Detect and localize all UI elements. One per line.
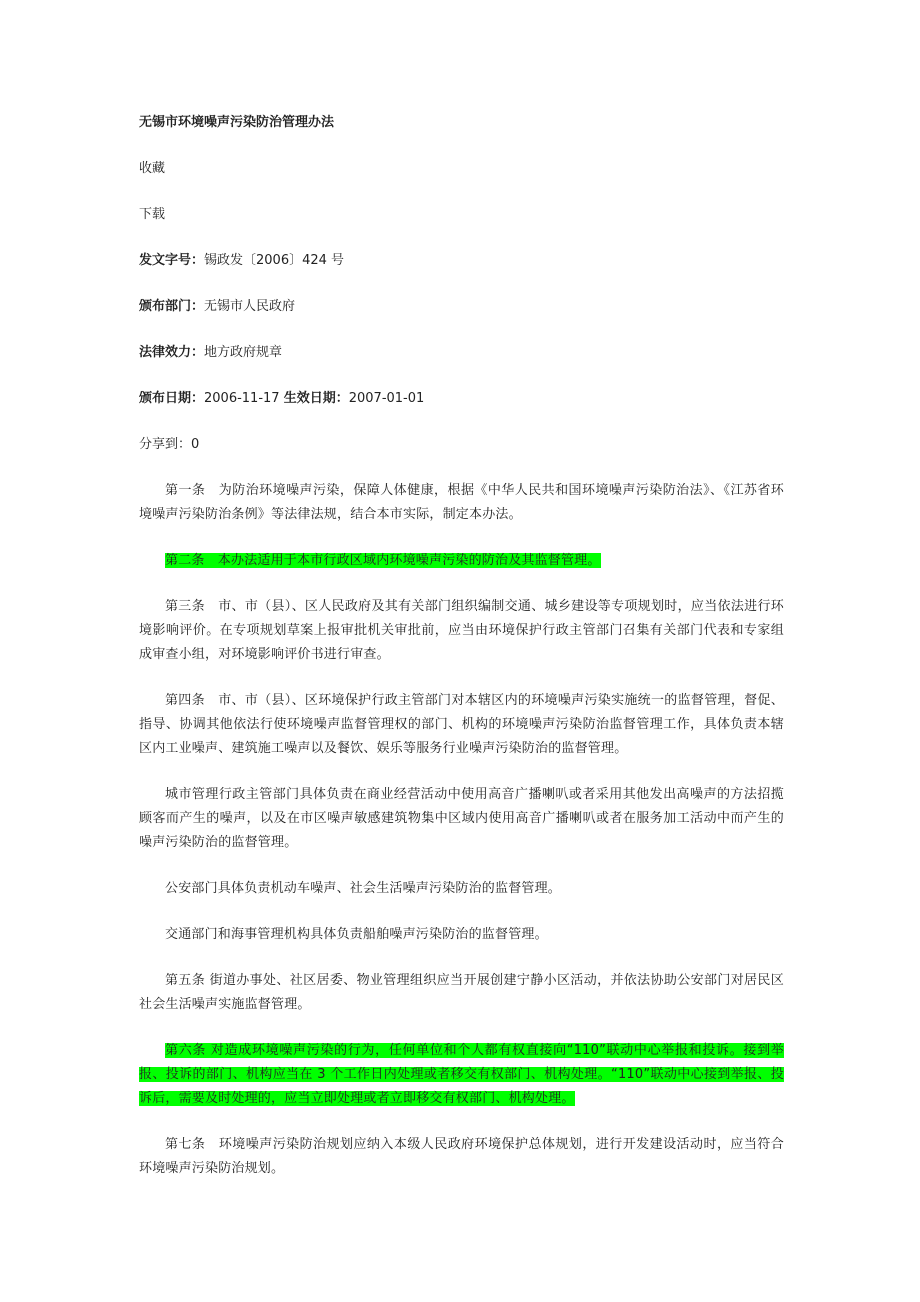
article-4: 第四条 市、市（县）、区环境保护行政主管部门对本辖区内的环境噪声污染实施统一的监督管理，督促、指导、协调其他依法行使环境噪声监督管理权的部门、机构的环境噪声污染防治监督管理工作，具体负责本辖区内工业噪声、建筑施工噪声以及餐饮、娱乐等服务行业噪声污染防治的监督管理。 (139, 693, 784, 756)
date-row (139, 387, 784, 411)
article-1: 第一条 为防治环境噪声污染，保障人体健康，根据《中华人民共和国环境噪声污染防治法》、《江苏省环境噪声污染防治条例》等法律法规，结合本市实际，制定本办法。 (139, 483, 784, 522)
doc-number-row (139, 249, 784, 273)
article-6 (139, 1039, 784, 1111)
article-7: 第七条 环境噪声污染防治规划应纳入本级人民政府环境保护总体规划，进行开发建设活动时，应当符合环境噪声污染防治规划。 (139, 1137, 784, 1176)
doc-number-value: 锡政发〔2006〕424 号 (204, 253, 345, 268)
article-4-para-2: 城市管理行政主管部门具体负责在商业经营活动中使用高音广播喇叭或者采用其他发出高噪声的方法招揽顾客而产生的噪声，以及在市区噪声敏感建筑物集中区域内使用高音广播喇叭或者在服务加工活动中而产生的噪声污染防治的监督管理。 (139, 787, 784, 850)
article-6-highlight: 第六条 对造成环境噪声污染的行为，任何单位和个人都有权直接向“110”联动中心举报和投诉。接到举报、投诉的部门、机构应当在 3 个工作日内处理或者移交有权部门、机构处理。“110”联动中心接到举报、投诉后，需要及时处理的，应当立即处理或者立即移交有权部门、机构处理。 (139, 1043, 784, 1106)
article-4-para-4: 交通部门和海事管理机构具体负责船舶噪声污染防治的监督管理。 (165, 927, 548, 942)
article-2 (139, 549, 784, 573)
effect-row (139, 341, 784, 365)
document-title: 无锡市环境噪声污染防治管理办法 (139, 115, 335, 130)
issue-date-value: 2006-11-17 (204, 391, 280, 406)
dept-label: 颁布部门： (139, 299, 205, 314)
dept-row (139, 295, 784, 319)
effective-date-label: 生效日期： (283, 391, 349, 406)
article-4-para-3: 公安部门具体负责机动车噪声、社会生活噪声污染防治的监督管理。 (165, 881, 562, 896)
article-2-highlight: 第二条 本办法适用于本市行政区域内环境噪声污染的防治及其监督管理。 (165, 553, 601, 568)
effect-label: 法律效力： (139, 345, 205, 360)
issue-date-label: 颁布日期： (139, 391, 205, 406)
effective-date-value: 2007-01-01 (348, 391, 425, 406)
document-body (139, 111, 784, 1203)
article-3: 第三条 市、市（县）、区人民政府及其有关部门组织编制交通、城乡建设等专项规划时，应当依法进行环境影响评价。在专项规划草案上报审批机关审批前，应当由环境保护行政主管部门召集有关部门代表和专家组成审查小组，对环境影响评价书进行审查。 (139, 599, 784, 662)
effect-value: 地方政府规章 (204, 345, 283, 360)
favorite-link[interactable]: 收藏 (139, 161, 166, 176)
dept-value: 无锡市人民政府 (204, 299, 296, 314)
download-link[interactable]: 下载 (139, 207, 166, 222)
doc-number-label: 发文字号： (139, 253, 205, 268)
article-5: 第五条 街道办事处、社区居委、物业管理组织应当开展创建宁静小区活动，并依法协助公安部门对居民区社会生活噪声实施监督管理。 (139, 973, 784, 1012)
share-row[interactable]: 分享到：0 (139, 437, 200, 452)
